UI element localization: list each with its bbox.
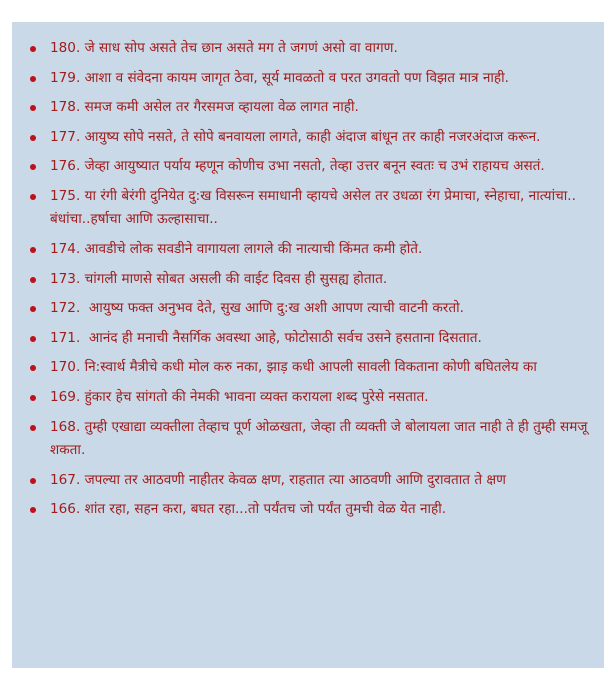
quote-text: 180. जे साध सोप असते तेच छान असते मग ते जगणं असो वा वागण. [50, 40, 398, 56]
quote-item-170 [30, 356, 594, 380]
quote-text: 175. या रंगी बेरंगी दुनियेत दु:ख विसरून समाधानी व्हायचे असेल तर उधळा रंग प्रेमाचा, स्नेहाचा, नात्यांचा.. बंधांचा..हर्षाचा आणि ऊल्हासाचा.. [50, 187, 581, 228]
quote-item-171 [30, 327, 594, 351]
quote-text: 172. आयुष्य फक्त अनुभव देते, सुख आणि दु:ख अशी आपण त्याची वाटनी करतो. [50, 300, 464, 317]
quote-text: 169. हुंकार हेच सांगतो की नेमकी भावना व्यक्त करायला शब्द पुरेसे नसतात. [50, 389, 429, 406]
bullet-icon [30, 46, 36, 52]
bullet-icon [30, 336, 36, 342]
bullet-icon [30, 478, 36, 484]
quote-text: 167. जपल्या तर आठवणी नाहीतर केवळ क्षण, राहतात त्या आठवणी आणि दुरावतात ते क्षण [50, 471, 507, 488]
quote-item-168 [30, 416, 594, 463]
quote-item-175 [30, 185, 594, 232]
quote-text: 177. आयुष्य सोपे नसते, ते सोपे बनवायला लागते, काही अंदाज बांधून तर काही नजरअंदाज करून. [50, 128, 541, 145]
quote-list [30, 37, 594, 522]
quote-item-169 [30, 386, 594, 410]
bullet-icon [30, 105, 36, 111]
bullet-icon [30, 395, 36, 401]
quote-text: 166. शांत रहा, सहन करा, बघत रहा...तो पर्यंतच जो पर्यंत तुमची वेळ येत नाही. [50, 501, 447, 518]
quote-item-167 [30, 469, 594, 493]
bullet-icon [30, 247, 36, 253]
quote-text: 179. आशा व संवेदना कायम जागृत ठेवा, सूर्य मावळतो व परत उगवतो पण विझत मात्र नाही. [50, 69, 509, 86]
bullet-icon [30, 277, 36, 283]
quote-item-179 [30, 67, 594, 91]
quote-item-177 [30, 126, 594, 150]
quote-item-174 [30, 238, 594, 262]
quote-text: 173. चांगली माणसे सोबत असली की वाईट दिवस ही सुसह्य होतात. [50, 270, 388, 287]
quote-item-180 [30, 37, 594, 61]
quote-text: 174. आवडीचे लोक सवडीने वागायला लागले की नात्याची किंमत कमी होते. [50, 241, 423, 258]
quote-item-166 [30, 498, 594, 522]
quote-item-173 [30, 268, 594, 292]
bullet-icon [30, 135, 36, 141]
quote-item-178 [30, 96, 594, 120]
quotes-panel [12, 22, 604, 668]
bullet-icon [30, 194, 36, 200]
bullet-icon [30, 365, 36, 371]
quote-item-176 [30, 155, 594, 179]
quote-text: 178. समज कमी असेल तर गैरसमज व्हायला वेळ लागत नाही. [50, 99, 359, 116]
bullet-icon [30, 306, 36, 312]
bullet-icon [30, 425, 36, 431]
bullet-icon [30, 164, 36, 170]
quote-text: 168. तुम्ही एखाद्या व्यक्तीला तेव्हाच पूर्ण ओळखता, जेव्हा ती व्यक्ती जे बोलायला जात नाही ते ही तुम्ही समजू शकता. [50, 418, 592, 459]
quote-text: 171. आनंद ही मनाची नैसर्गिक अवस्था आहे, फोटोसाठी सर्वच उसने हसताना दिसतात. [50, 329, 482, 346]
bullet-icon [30, 76, 36, 82]
quote-text: 176. जेव्हा आयुष्यात पर्याय म्हणून कोणीच उभा नसतो, तेव्हा उत्तर बनून स्वतः च उभं राहायच असतं. [50, 158, 545, 175]
quote-text: 170. नि:स्वार्थ मैत्रीचे कधी मोल करु नका, झाड़ कधी आपली सावली विकताना कोणी बघितलेय का [50, 359, 537, 376]
quote-item-172 [30, 297, 594, 321]
bullet-icon [30, 507, 36, 513]
